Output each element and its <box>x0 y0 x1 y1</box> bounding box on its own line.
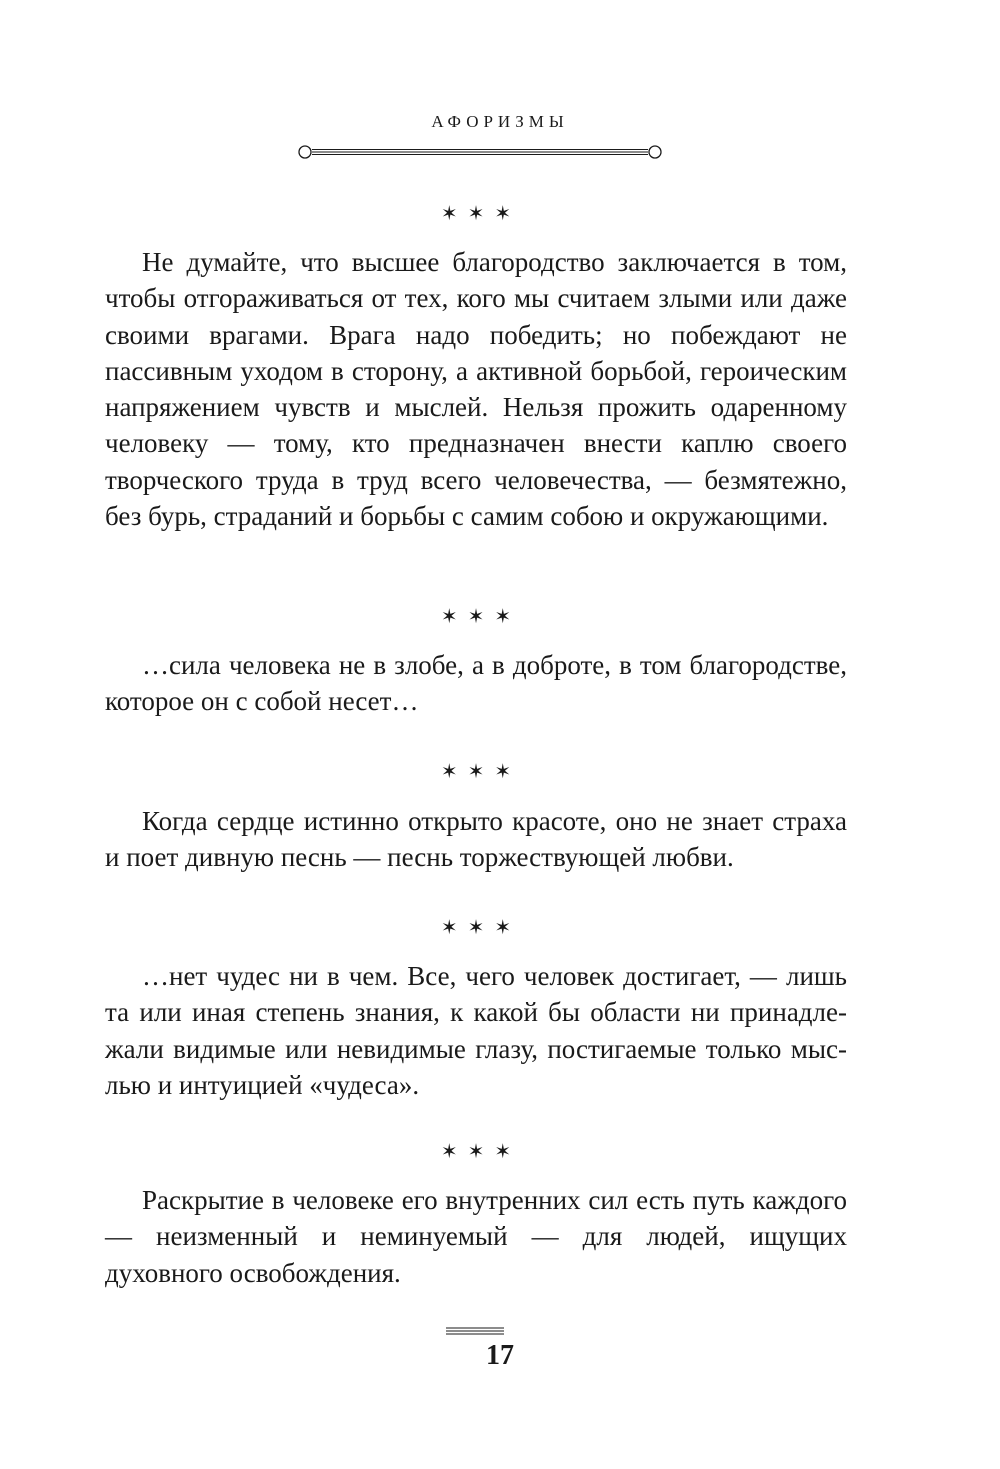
section-separator: ✶✶✶ <box>440 917 522 939</box>
aphorism-paragraph: Раскрытие в человеке его внутренних сил есть путь каждого — неизменный и неминуемый — для людей, ищущих духовного освобождения. <box>105 1185 847 1288</box>
section-separator: ✶✶✶ <box>440 1141 522 1163</box>
aphorism-paragraph: …сила человека не в злобе, а в доброте, в том благородстве, которое он с собой несет… <box>105 650 847 717</box>
header-ornament <box>296 143 664 161</box>
running-header: АФОРИЗМЫ <box>431 112 569 131</box>
section-separator: ✶✶✶ <box>440 761 522 783</box>
aphorism-paragraph: Когда сердце истинно открыто красоте, оно не знает страха и поет дивную песнь — песнь торжествующей любви. <box>105 806 847 873</box>
footer-rule <box>446 1326 504 1336</box>
section-separator: ✶✶✶ <box>440 203 522 225</box>
aphorism-paragraph: Не думайте, что высшее благородство заключается в том, чтобы отгораживаться от тех, кого мы считаем злыми или даже своими врагами. Врага надо победить; но побеждают не пассивным уходом в сторону, а активной борьбой, героическим напряжением чувств и мыслей. Нельзя прожить одаренному человеку — тому, кто предназначен внести каплю своего творческого труда в труд всего человечества, — безмятежно, без бурь, страданий и борьбы с самим собою и окружающими. <box>105 247 847 532</box>
aphorism-paragraph: …нет чудес ни в чем. Все, чего человек достигает, — лишь та или иная степень знания, к какой бы области ни принадлежали видимые или невидимые глазу, постигаемые только мыслью и интуицией «чудеса». <box>105 961 847 1100</box>
page-number: 17 <box>486 1340 514 1371</box>
section-separator: ✶✶✶ <box>440 606 522 628</box>
